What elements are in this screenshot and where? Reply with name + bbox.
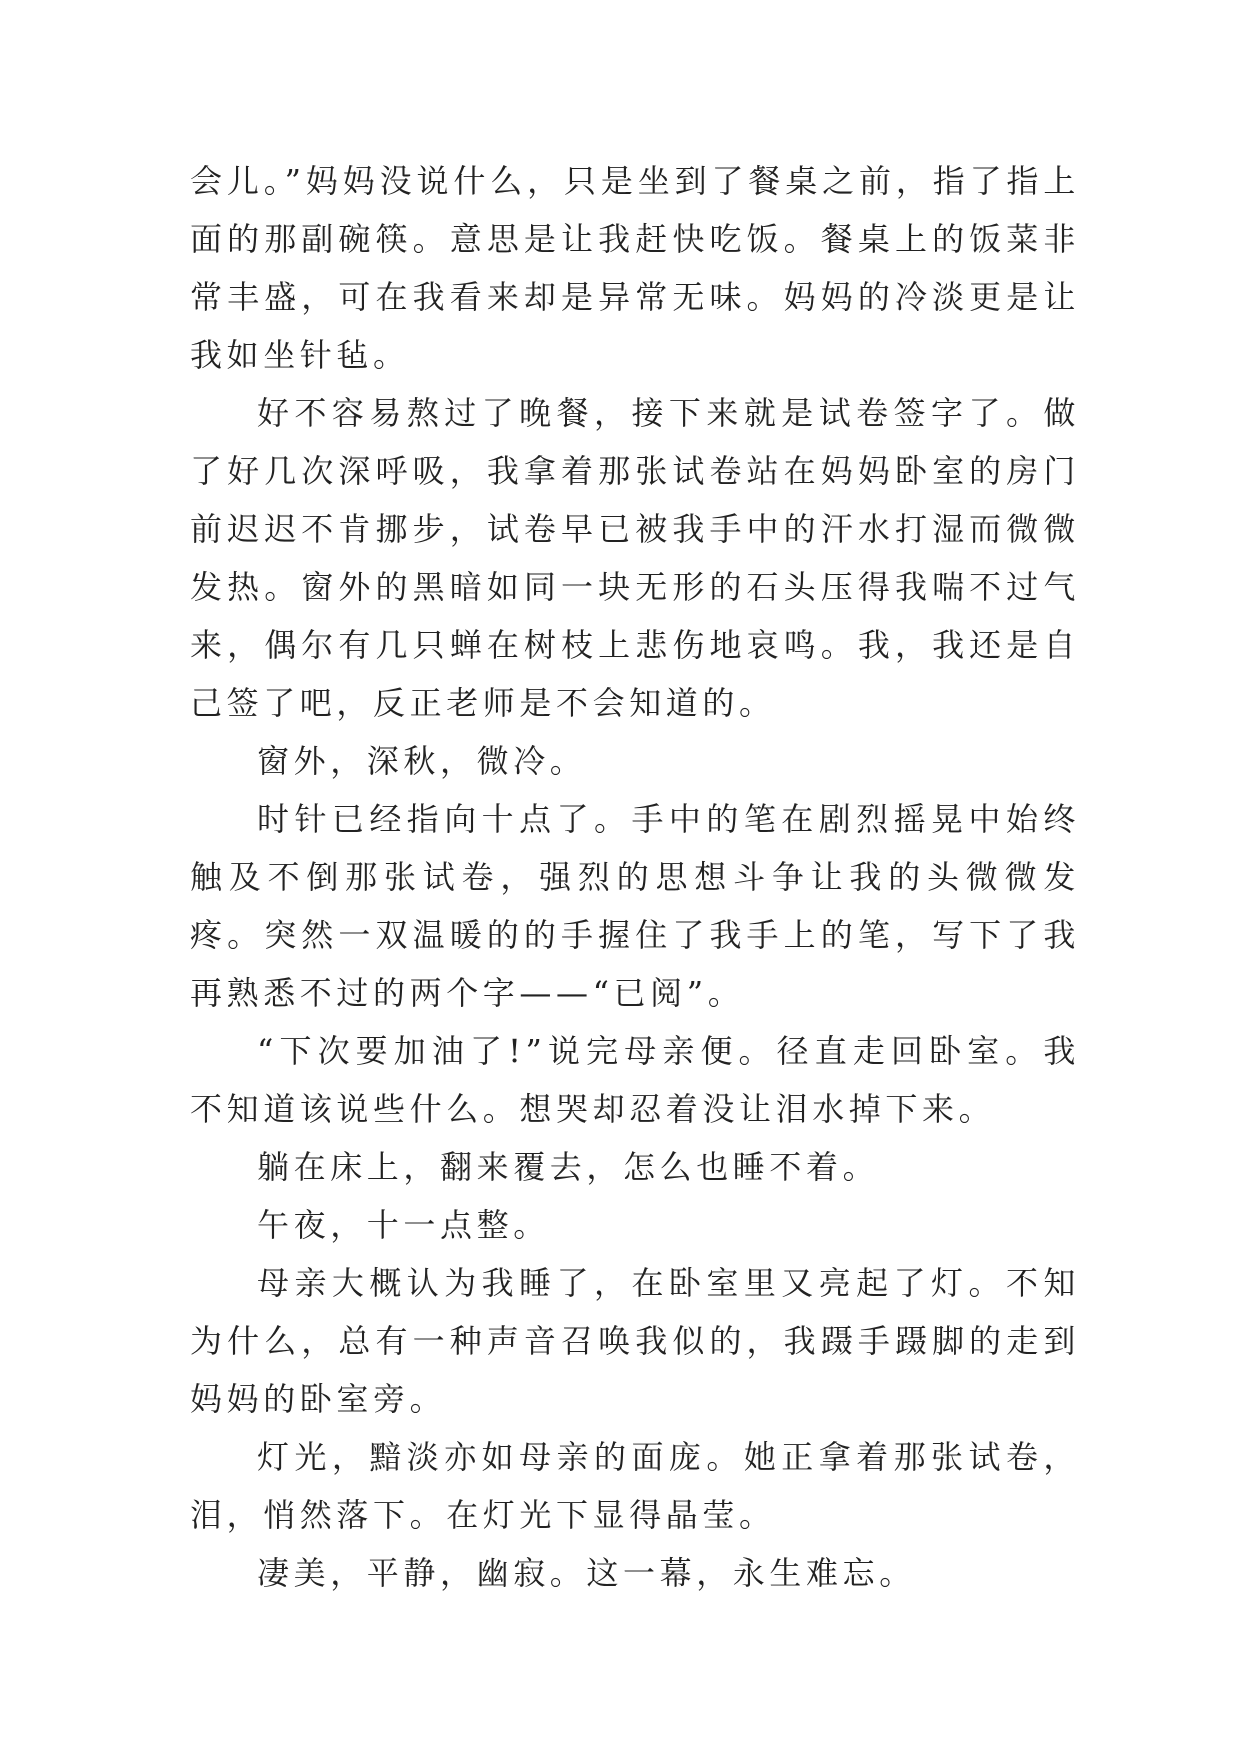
paragraph-8: 母亲大概认为我睡了，在卧室里又亮起了灯。不知为什么，总有一种声音召唤我似的，我蹑手蹑脚的走到妈妈的卧室旁。 <box>190 1264 1080 1418</box>
paragraph-10: 凄美，平静，幽寂。这一幕，永生难忘。 <box>257 1554 916 1592</box>
paragraph-6: 躺在床上，翻来覆去，怎么也睡不着。 <box>257 1148 880 1186</box>
paragraph-2: 好不容易熬过了晚餐，接下来就是试卷签字了。做了好几次深呼吸，我拿着那张试卷站在妈妈卧室的房门前迟迟不肯挪步，试卷早已被我手中的汗水打湿而微微发热。窗外的黑暗如同一块无形的石头压得我喘不过气来，偶尔有几只蝉在树枝上悲伤地哀鸣。我，我还是自己签了吧，反正老师是不会知道的。 <box>190 394 1080 722</box>
paragraph-7: 午夜，十一点整。 <box>257 1206 550 1244</box>
document-body <box>190 152 1080 1602</box>
paragraph-5: “下次要加油了!”说完母亲便。径直走回卧室。我不知道该说些什么。想哭却忍着没让泪水掉下来。 <box>190 1032 1080 1128</box>
paragraph-9: 灯光，黯淡亦如母亲的面庞。她正拿着那张试卷，泪，悄然落下。在灯光下显得晶莹。 <box>190 1438 1080 1534</box>
paragraph-1: 会儿。”妈妈没说什么，只是坐到了餐桌之前，指了指上面的那副碗筷。意思是让我赶快吃饭。餐桌上的饭菜非常丰盛，可在我看来却是异常无味。妈妈的冷淡更是让我如坐针毡。 <box>190 162 1080 374</box>
paragraph-3: 窗外，深秋，微冷。 <box>257 742 587 780</box>
paragraph-4: 时针已经指向十点了。手中的笔在剧烈摇晃中始终触及不倒那张试卷，强烈的思想斗争让我的头微微发疼。突然一双温暖的的手握住了我手上的笔，写下了我再熟悉不过的两个字——“已阅”。 <box>190 800 1080 1012</box>
